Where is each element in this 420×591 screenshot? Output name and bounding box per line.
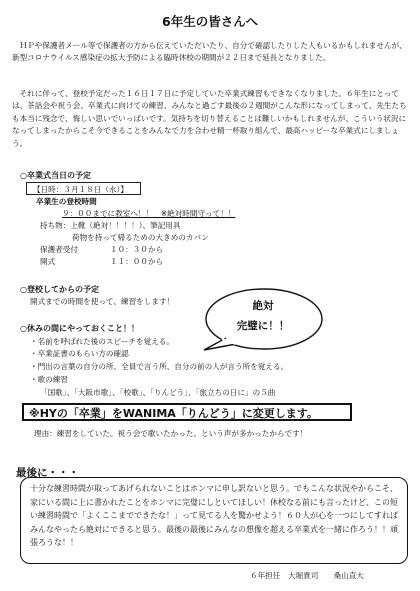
- intro-paragraph-2: それに伴って、登校予定だった１６日１７日に予定していた卒業式練習もできなくなりました。６年生にとっては、茶話会や祝う会、卒業式に向けての練習、みんなと過ごす最後の２週間がこんな形になってしまって、先生たちも本当に残念で、悔しい思いでいっぱいです。気持ちを切り替えることは難しいかもしれませんが、こういう状況になってしまったからこそ今できることをみんなで力を合わせ精一杯取り組んで、最高ハッピーな卒業式にしましょう。: [12, 89, 407, 148]
- page-title: 6年生の皆さんへ: [162, 14, 258, 29]
- break-item: 「国歌」、「大阪市歌」、「校歌」、「りんどう」、「旅立ちの日に」の５曲: [40, 388, 276, 397]
- after-arrival-text: 開式までの時間を使って、練習をします！: [30, 297, 175, 306]
- arrival-time: [62, 208, 235, 220]
- after-arrival-heading: ○登校してからの予定: [20, 285, 99, 294]
- ceremony-heading: ○卒業式当日の予定: [20, 171, 91, 180]
- reception-time: １０：３０から: [110, 245, 164, 254]
- reason-text: 理由：練習をしていた。祝う会で歌いたかった。という声が多かったからです！: [34, 429, 308, 438]
- bubble-line-1: 絶対: [252, 300, 274, 312]
- start-time: １１：００から: [110, 257, 164, 266]
- items-extra: 荷物を持って帰るための大きめのカバン: [72, 233, 209, 242]
- ceremony-date: 【日時：３月１８日（水）】: [26, 182, 141, 195]
- signature: ６年担任 大堀貴司 桑山直大: [250, 571, 364, 580]
- break-item: ・卒業証書のもらい方の確認: [30, 349, 129, 358]
- arrival-time-text: ９：００までに教室へ！！ ※絶対時間守って！！: [62, 209, 236, 218]
- items-label: 持ち物：上靴（絶対！！！！）、筆記用具: [40, 221, 181, 230]
- breaks-heading: ○休みの間にやっておくこと！！: [20, 324, 139, 333]
- reception-label: 保護者受付: [40, 245, 78, 254]
- finally-text: 十分な練習時間が取ってあげられないことはホンマに申し訳ないと思う。でもこんな状況やからこそ、家にいる間に上に書かれたことをホンマに完璧にしといてほしい！休校なる前にも言ったけど、この短い練習時間で「よくここまでできたな！」って見てる人を驚かせよう！６０人が心を一つにしてすればみんなやったら絶対にできると思う。最後の最後にみんなの想像を超える卒業式を一緒に作ろう！！頑張ろうな！！: [30, 484, 398, 548]
- break-item: ・門出の言葉の自分の所、全員で言う所、自分の前の人が言う所を覚える。: [30, 362, 289, 371]
- start-label: 開式: [40, 257, 56, 266]
- bubble-line-2: 完璧に！！: [236, 320, 290, 332]
- intro-paragraph-1: ＨＰや保護者メール等で保護者の方から伝えていただいたり、自分で確認したりした人もいるかもしれませんが、新型コロナウイルス感染症の拡大予防による臨時休校の期間が２２日まで延長となりました。: [12, 41, 407, 63]
- break-item: ・名前を呼ばれた後のスピーチを覚える。: [30, 337, 174, 346]
- song-change-notice: ※HYの「卒業」をWANIMA「りんどう」に変更します。: [22, 403, 352, 421]
- break-item: ・歌の練習: [30, 375, 68, 384]
- finally-heading: 最後に・・・: [16, 467, 79, 479]
- arrival-label: 卒業生の登校時間: [36, 197, 97, 206]
